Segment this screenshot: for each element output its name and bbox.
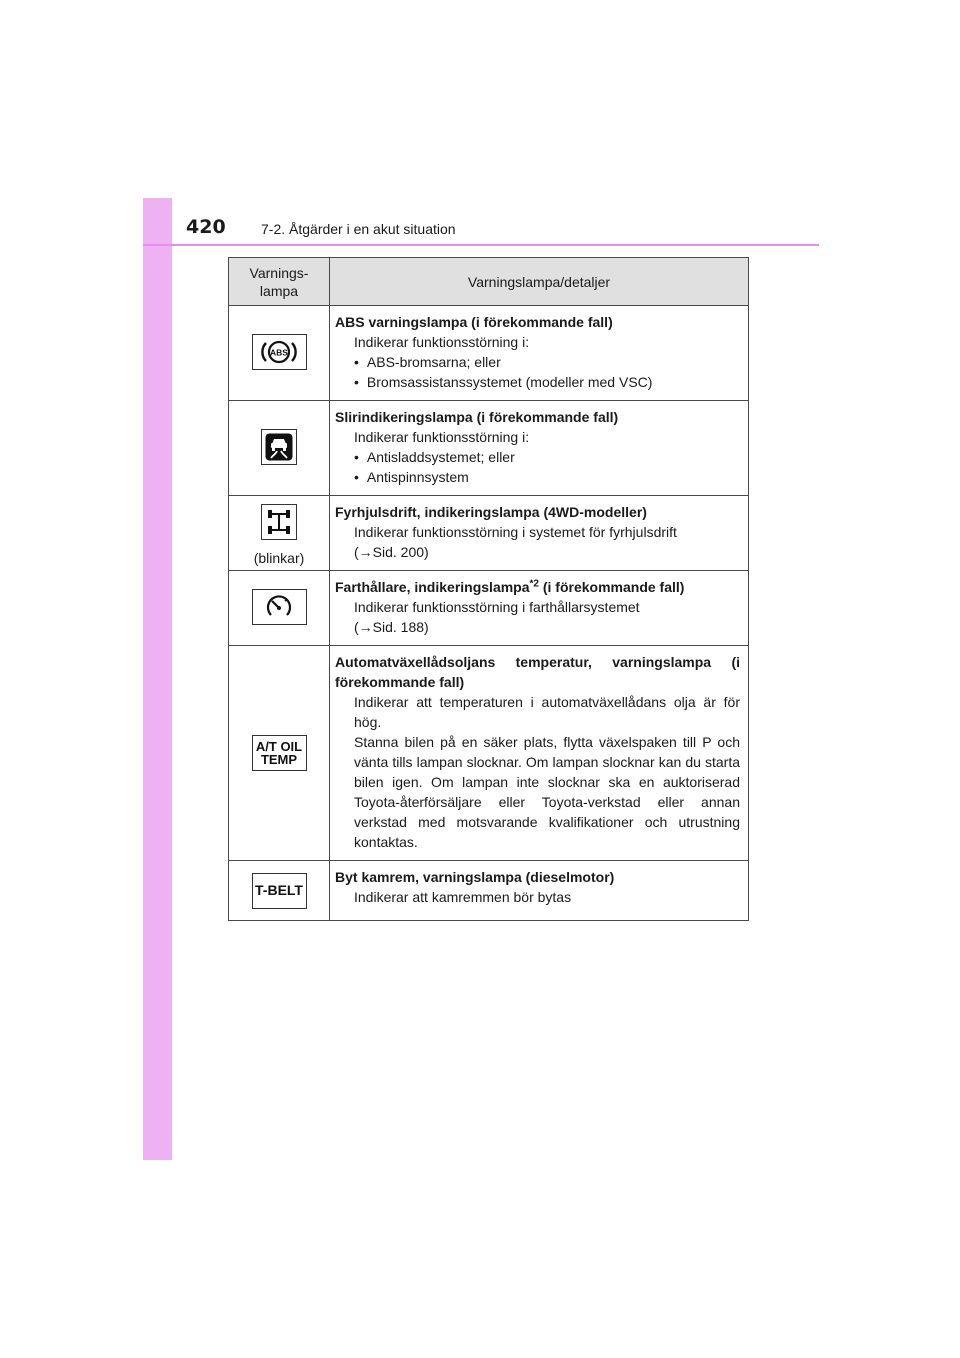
column-header-lamp [229,258,330,306]
table-row [229,861,749,921]
page-reference: (→Sid. 200) [354,544,429,560]
sidebar-tab [143,198,172,1160]
lamp-cell [229,401,330,496]
lamp-title-main: Farthållare, indikeringslampa [335,579,530,595]
lamp-title: ABS varningslampa (i förekommande fall) [335,314,613,330]
table-row [229,646,749,861]
lamp-cell [229,646,330,861]
column-header-lamp-line2: lampa [259,282,299,299]
lamp-description: Indikerar funktionsstörning i systemet för fyrhjulsdrift [354,524,677,540]
at-oil-temp-icon [252,735,307,771]
table-row [229,401,749,496]
lamp-cell [229,571,330,646]
header-divider [143,244,819,246]
section-title: 7-2. Åtgärder i en akut situation [261,221,456,237]
lamp-description: Indikerar att temperaturen i automatväxellådans olja är för hög. [354,694,740,730]
timing-belt-icon [252,873,307,909]
lamp-title-suffix: (i förekommande fall) [538,579,685,595]
four-wheel-drive-icon [261,504,297,540]
table-row [229,571,749,646]
lamp-cell [229,861,330,921]
column-header-details: Varningslampa/detaljer [330,258,749,306]
lamp-cell [229,306,330,401]
details-cell [330,861,749,921]
icon-text: TEMP [260,752,298,767]
lamp-title: Fyrhjulsdrift, indikeringslampa (4WD-modeller) [335,504,647,520]
lamp-description: Indikerar funktionsstörning i farthållarsystemet [354,599,640,615]
list-item: • Antispinnsystem [335,467,740,487]
lamp-title: Byt kamrem, varningslampa (dieselmotor) [335,869,615,885]
details-cell [330,306,749,401]
details-cell [330,571,749,646]
icon-caption: (blinkar) [253,550,305,566]
lamp-description: Indikerar funktionsstörning i: [354,334,530,350]
table-row [229,496,749,571]
details-cell [330,646,749,861]
slip-indicator-icon [261,429,297,465]
list-item: • Bromsassistanssystemet (modeller med VSC) [335,372,740,392]
footnote-marker: *2 [529,578,539,590]
details-cell [330,401,749,496]
icon-text: T-BELT [255,882,303,898]
page-number: 420 [186,216,226,238]
lamp-title: Automatväxellådsoljans temperatur, varningslampa (i förekommande fall) [335,654,740,690]
list-item: • ABS-bromsarna; eller [335,352,740,372]
column-header-lamp-line1: Varnings- [249,264,309,281]
abs-icon [252,334,307,370]
cruise-control-icon [252,589,307,625]
svg-text:ABS: ABS [270,347,288,358]
lamp-cell [229,496,330,571]
lamp-title [335,577,740,597]
lamp-instructions: Stanna bilen på en säker plats, flytta växelspaken till P och vänta tills lampan slocknar. Om lampan slocknar kan du starta bilen igen. Om lampan inte slocknar ska en auktoriserad Toyota-återförsäljare eller Toyota-verkstad eller annan verkstad med motsvarande kvalifikationer och utrustning kontaktas. [354,734,740,850]
lamp-description: Indikerar att kamremmen bör bytas [354,889,572,905]
lamp-title: Slirindikeringslampa (i förekommande fall) [335,409,619,425]
warning-lamp-table [228,257,749,921]
table-row [229,306,749,401]
lamp-description: Indikerar funktionsstörning i: [354,429,530,445]
page-reference: (→Sid. 188) [354,619,429,635]
icon-text: A/T OIL [255,739,303,754]
list-item: • Antisladdsystemet; eller [335,447,740,467]
details-cell [330,496,749,571]
table-header-row [229,258,749,306]
